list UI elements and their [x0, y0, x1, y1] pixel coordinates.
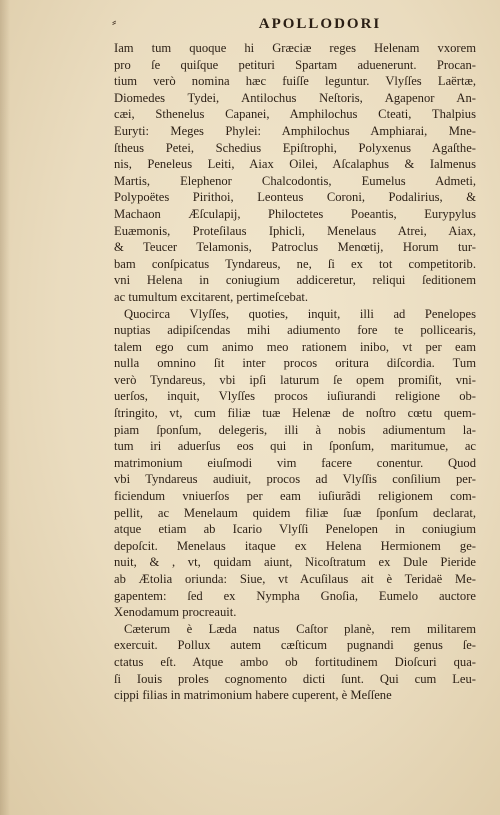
text-line: ſtheus Petei, Schedius Epiſtrophi, Polyxenus Agaſthe-	[114, 140, 476, 155]
text-line: nis, Peneleus Leiti, Aiax Oilei, Aſcalaphus & Ialmenus	[114, 157, 476, 172]
text-line: uerſos, inquit, Vlyſſes procos iuſiurandi religione ob-	[114, 389, 476, 404]
text-line: ſi Iouis proles cognomento dicti ſunt. Qui cum Leu-	[114, 671, 476, 686]
running-head: APOLLODORI	[258, 16, 382, 32]
text-line: pro ſe quiſque petituri Spartam aduenerunt. Procan-	[114, 57, 476, 72]
text-line: Cæterum è Læda natus Caſtor planè, rem militarem	[124, 621, 476, 636]
text-line: Euæmonis, Proteſilaus Iphicli, Menelaus Atrei, Aiax,	[114, 223, 476, 238]
text-line: gapentem: ſed ex Nympha Gnoſia, Eumelo auctore	[114, 588, 476, 603]
text-line: Diomedes Tydei, Antilochus Neſtoris, Agapenor An-	[114, 90, 476, 105]
text-line: & Teucer Telamonis, Patroclus Menœtij, Horum tur-	[114, 240, 476, 255]
text-line: talem ego cum animo meo rationem inibo, vt per eam	[114, 339, 476, 354]
text-line: Iam tum quoque hi Græciæ reges Helenam vxorem	[114, 41, 476, 55]
text-line: nulla omnino ſit inter procos oritura diſcordia. Tum	[114, 356, 476, 371]
text-line: Xenodamum procreauit.	[114, 605, 237, 620]
text-line: atque etiam ab Icario Vlyſſi Penelopen in coniugium	[114, 522, 476, 537]
text-line: nuit, & , vt, quidam aiunt, Nicoſtratum ex Dule Pieride	[114, 555, 476, 570]
page-corner-mark: ⸗	[112, 15, 117, 30]
text-line: ſtringito, vt, cum filiæ tuæ Helenæ de noſtro cœtu quem-	[114, 406, 476, 421]
text-line: bam conſpicatus Tyndareus, ne, ſi ex tot competitorib.	[114, 256, 476, 271]
text-line: nuptias adipiſcendas mihi adiumento fore te pollicearis,	[114, 323, 476, 338]
text-line: ab Ætolia oriunda: Siue, vt Acuſilaus ait è Teridaë Me-	[114, 572, 476, 586]
text-line: ficiendum vniuerſos per eam iuſiurãdi religionem com-	[114, 489, 476, 504]
text-line: cæi, Sthenelus Capanei, Amphilochus Cteati, Thalpius	[114, 107, 476, 122]
text-line: Martis, Elephenor Chalcodontis, Eumelus Admeti,	[114, 173, 476, 188]
text-line: ac tumultum excitarent, pertimeſcebat.	[114, 289, 309, 304]
text-line: verò Tyndareus, vbi ipſi laturum ſe opem promiſit, vni-	[114, 372, 476, 387]
text-line: tium verò nomina hæc fuiſſe leguntur. Vlyſſes Laërtæ,	[114, 74, 476, 89]
text-line: ctatus eſt. Atque ambo ob fortitudinem Dioſcuri qua-	[114, 654, 476, 669]
text-line: depoſcit. Menelaus itaque ex Helena Hermionem ge-	[114, 538, 476, 553]
text-line: Machaon Æſculapij, Philoctetes Poeantis, Eurypylus	[114, 206, 476, 221]
body-text	[114, 40, 476, 704]
text-line: matrimonium eiuſmodi vim facere conentur. Quod	[114, 455, 476, 470]
text-line: tum iri aduerſus eos qui in ſponſum, maritumue, ac	[114, 439, 476, 454]
text-line: Quocirca Vlyſſes, quoties, inquit, illi ad Penelopes	[124, 306, 476, 321]
text-line: Euryti: Meges Phylei: Amphilochus Amphiarai, Mne-	[114, 123, 476, 138]
text-line: Polypoëtes Pirithoi, Leonteus Coroni, Podalirius, &	[114, 190, 476, 205]
text-line: pellit, ac Menelaum quidem filiæ ſuæ ſponſum declarat,	[114, 505, 476, 520]
text-line: exercuit. Pollux autem cæſticum pugnandi genus ſe-	[114, 638, 476, 653]
text-line: vni Helena in coniugium addiceretur, reliqui ſeditionem	[114, 273, 476, 288]
text-line: piam ſponſum, delegeris, illi à nobis adiumentum la-	[114, 422, 476, 437]
text-line: cippi filias in matrimonium habere cuperent, è Meſſene	[114, 688, 392, 703]
text-line: vbi Tyndareus audiuit, procos ad Vlyſſis conſilium per-	[114, 472, 476, 487]
